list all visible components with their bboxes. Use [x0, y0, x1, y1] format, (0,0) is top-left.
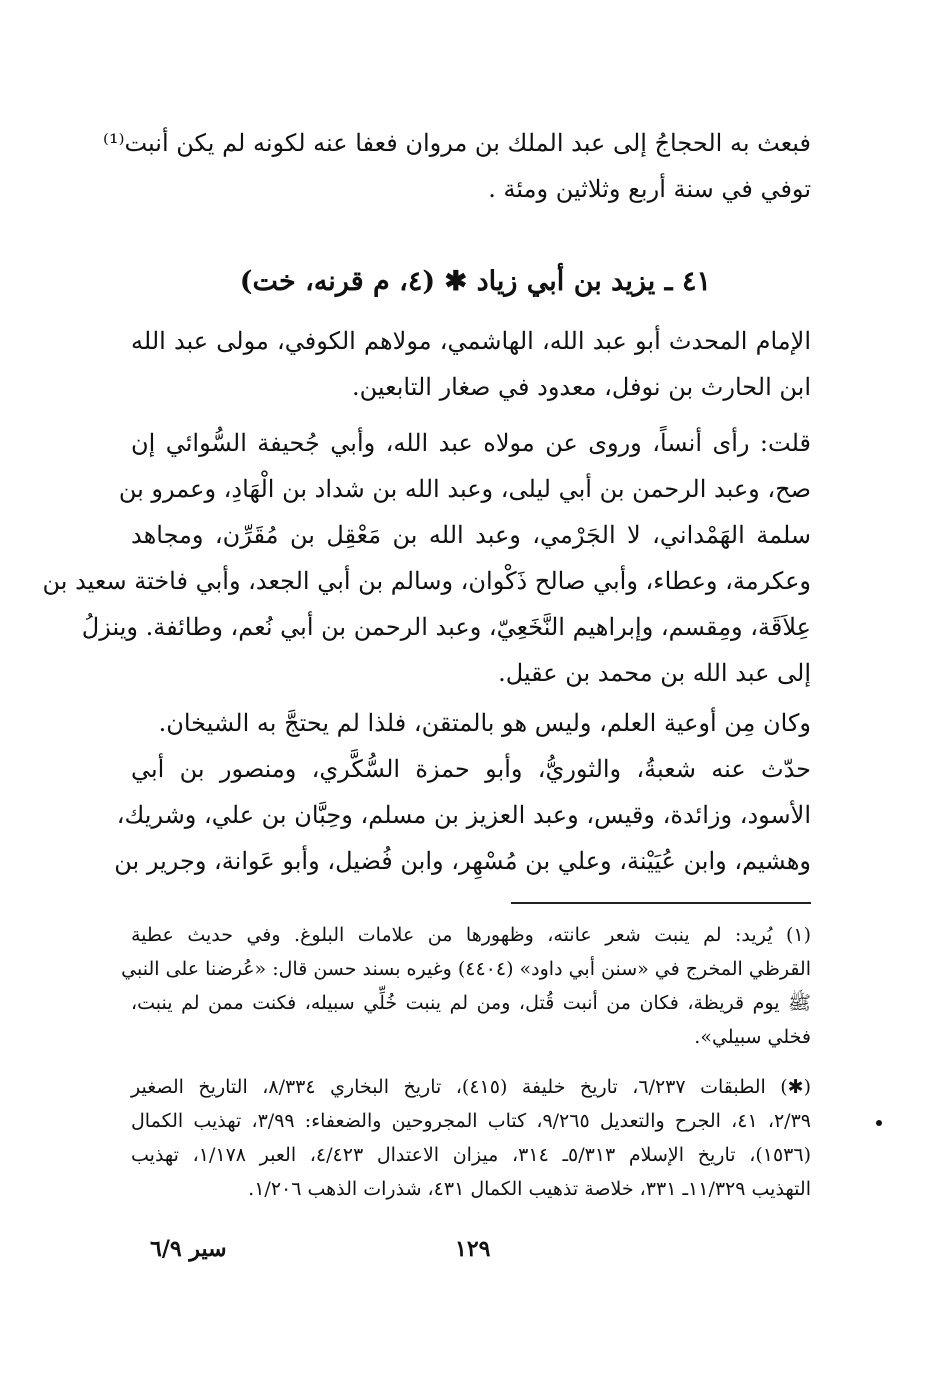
footnote-separator	[511, 902, 811, 904]
text-line: وعكرمة، وعطاء، وأبي صالح ذَكْوان، وسالم بن أبي الجعد، وأبي فاختة سعيد بن	[42, 567, 811, 595]
text-line: ابن الحارث بن نوفل، معدود في صغار التابعين.	[352, 373, 811, 401]
text-line: عِلاَقَة، ومِقسم، وإبراهيم النَّخَعِيّ، وعبد الرحمن بن أبي نُعم، وطائفة. وينزلُ	[81, 613, 811, 641]
footnote-line: ٢/٣٩، ٤١، الجرح والتعديل ٩/٢٦٥، كتاب المجروحين والضعفاء: ٣/٩٩، تهذيب الكمال	[131, 1110, 811, 1132]
paragraph-teachers	[42, 420, 811, 696]
paragraph-students	[114, 746, 812, 884]
footnote-line: ﷺ يوم قريظة، فكان من أنبت قُتل، ومن لم ينبت خُلِّي سبيله، فكنت ممن لم ينبت،	[131, 992, 811, 1014]
text-line: الأسود، وزائدة، وقيس، وعبد العزيز بن مسلم، وحِبَّان بن علي، وشريك،	[116, 801, 811, 829]
text-line: فبعث به الحجاجُ إلى عبد الملك بن مروان فعفا عنه لكونه لم يكن أنبت⁽¹⁾	[103, 129, 811, 157]
margin-mark	[876, 1120, 882, 1126]
footnote-line: التهذيب ١١/٣٢٩ـ ٣٣١، خلاصة تذهيب الكمال ٤٣١، شذرات الذهب ١/٢٠٦.	[248, 1178, 811, 1200]
footnote-sources	[131, 1070, 811, 1206]
text-line: صح، وعبد الرحمن بن أبي ليلى، وعبد الله بن شداد بن الْهَادِ، وعمرو بن	[118, 475, 811, 503]
footnote-line: (✱) الطبقات ٦/٢٣٧، تاريخ خليفة (٤١٥)، تاريخ البخاري ٨/٣٣٤، التاريخ الصغير	[131, 1076, 811, 1098]
signature-mark: سير ٦/٩	[150, 1236, 227, 1262]
paragraph-status	[131, 700, 811, 746]
text-line: وهشيم، وابن عُيَيْنة، وعلي بن مُسْهِر، وابن فُضيل، وأبو عَوانة، وجرير بن	[114, 847, 811, 875]
text-line: إلى عبد الله بن محمد بن عقيل.	[498, 659, 811, 687]
page-number: ١٢٩	[455, 1236, 491, 1262]
text-line: حدّث عنه شعبةُ، والثوريُّ، وأبو حمزة السُّكَّري، ومنصور بن أبي	[131, 755, 812, 783]
text-line: سلمة الهَمْداني، لا الجَرْمي، وعبد الله بن مَعْقِل بن مُقَرِّن، ومجاهد	[131, 521, 811, 549]
footnote-line: القرظي المخرج في «سنن أبي داود» (٤٤٠٤) وغيره بسند حسن قال: «عُرضنا على النبي	[121, 958, 811, 980]
footnote-line: (١) يُريد: لم ينبت شعر عانته، وظهورها من علامات البلوغ. وفي حديث عطية	[131, 924, 811, 946]
text-line: قلت: رأى أنساً، وروى عن مولاه عبد الله، وأبي جُحيفة السُّوائي إن	[131, 429, 811, 457]
paragraph-intro	[131, 318, 811, 410]
text-line: وكان مِن أوعية العلم، وليس هو بالمتقن، فلذا لم يحتجَّ به الشيخان.	[158, 709, 811, 737]
footnote-line: (١٥٣٦)، تاريخ الإسلام ٥/٣١٣ـ ٣١٤، ميزان الاعتدال ٤/٤٢٣، العبر ١/١٧٨، تهذيب	[131, 1144, 811, 1166]
top-paragraph	[103, 120, 811, 212]
entry-heading: ٤١ ـ يزيد بن أبي زياد ✱ (٤، م قرنه، خت)	[239, 266, 711, 297]
text-line: توفي في سنة أربع وثلاثين ومئة .	[488, 175, 811, 203]
footnote-1	[121, 918, 811, 1054]
text-line: الإمام المحدث أبو عبد الله، الهاشمي، مولاهم الكوفي، مولى عبد الله	[131, 327, 811, 355]
footnote-line: فخلي سبيلي».	[694, 1026, 811, 1048]
